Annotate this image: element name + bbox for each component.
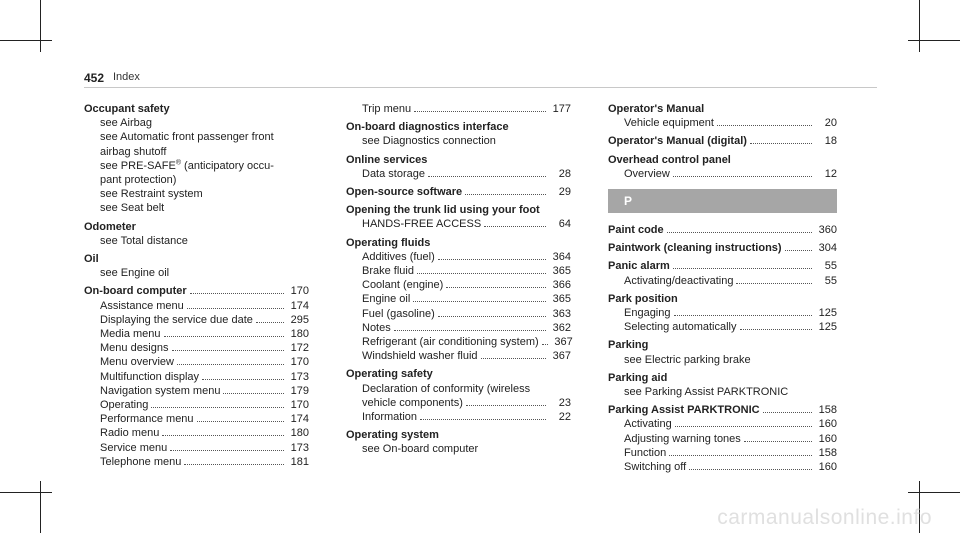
cross-reference[interactable]: see Automatic front passenger front (100, 131, 274, 144)
subentry-label: Notes (362, 321, 391, 334)
page-ref[interactable]: 160 (818, 461, 837, 474)
entry-title: Parking aid (608, 371, 668, 384)
leader-dots (542, 344, 548, 345)
page-ref[interactable]: 12 (824, 167, 837, 180)
page-ref[interactable]: 179 (290, 384, 309, 397)
leader-dots (785, 250, 812, 251)
index-column-3 (608, 102, 837, 474)
page-ref[interactable]: 125 (818, 321, 837, 334)
page-ref[interactable]: 55 (824, 260, 837, 273)
page-ref[interactable]: 170 (290, 399, 309, 412)
leader-dots (170, 450, 284, 451)
page-ref[interactable]: 170 (290, 285, 309, 298)
subentry-label: Trip menu (362, 103, 412, 115)
page-ref[interactable]: 180 (290, 427, 309, 440)
subentry-label: Declaration of conformity (wireless (362, 382, 531, 395)
registered-mark: ® (175, 159, 181, 167)
page-ref[interactable]: 55 (824, 274, 837, 287)
subentry-label: Activating/deactivating (624, 274, 734, 287)
entry-title: Operating system (346, 429, 439, 442)
page-ref[interactable]: 364 (552, 250, 571, 263)
subentry-label: Switching off (624, 461, 687, 474)
page-ref[interactable]: 158 (818, 404, 837, 417)
crop-mark (0, 40, 52, 41)
subentry-label: Coolant (engine) (362, 279, 444, 292)
index-entry (346, 153, 571, 181)
index-column-1 (84, 102, 309, 469)
leader-dots (717, 125, 812, 126)
page-ref[interactable]: 29 (558, 186, 571, 199)
crop-mark (0, 492, 52, 493)
leader-dots (465, 194, 546, 195)
subentry-label: Telephone menu (100, 455, 182, 468)
leader-dots (184, 464, 284, 465)
subentry-label: Navigation system menu (100, 384, 221, 397)
entry-title: Paint code (608, 224, 664, 237)
crop-mark (40, 481, 41, 533)
page-ref[interactable]: 160 (818, 432, 837, 445)
subentry-label: Function (624, 446, 667, 459)
entry-title: Parking Assist PARKTRONIC (608, 404, 760, 417)
entry-title: Opening the trunk lid using your foot (346, 204, 540, 217)
index-entry (84, 284, 309, 469)
leader-dots (438, 316, 546, 317)
cross-reference[interactable]: see Diagnostics connection (362, 135, 496, 148)
page-number: 452 (84, 71, 105, 85)
page-ref[interactable]: 170 (290, 356, 309, 369)
index-entry (346, 203, 571, 231)
leader-dots (744, 441, 812, 442)
subentry-label: Overview (624, 167, 670, 180)
index-entry (346, 120, 571, 148)
subentry-label: Brake fluid (362, 265, 414, 278)
cross-reference[interactable]: see Electric parking brake (624, 353, 751, 366)
subentry-label: Performance menu (100, 413, 194, 426)
entry-title: Parking (608, 339, 649, 352)
subentry-label: Activating (624, 418, 672, 431)
entry-title: Panic alarm (608, 260, 670, 273)
leader-dots (669, 455, 812, 456)
cross-reference-cont[interactable]: airbag shutoff (100, 145, 167, 158)
index-entry (84, 102, 309, 216)
subentry-label: Service menu (100, 441, 168, 454)
leader-dots (256, 322, 284, 323)
entry-title: Open-source software (346, 186, 463, 199)
index-entry (84, 252, 309, 280)
leader-dots (202, 379, 284, 380)
cross-reference[interactable]: see On-board computer (362, 443, 479, 456)
leader-dots (164, 336, 284, 337)
page-ref[interactable]: 363 (552, 307, 571, 320)
leader-dots (674, 315, 813, 316)
section-title: Index (113, 71, 140, 83)
index-entry (608, 153, 837, 181)
page-ref[interactable]: 174 (290, 413, 309, 426)
leader-dots (740, 329, 812, 330)
index-entry (608, 292, 837, 335)
subentry-label-cont: vehicle components) (362, 396, 463, 409)
leader-dots (689, 469, 812, 470)
leader-dots (417, 273, 546, 274)
subentry-label: Operating (100, 399, 149, 412)
subentry-label: Information (362, 411, 418, 424)
presafe-text-cont: (anticipatory occu- (180, 159, 274, 172)
index-entry (608, 259, 837, 287)
entry-title: On-board diagnostics interface (346, 121, 509, 134)
subentry-label: Additives (fuel) (362, 250, 435, 263)
leader-dots (162, 435, 284, 436)
subentry-label: Multifunction display (100, 370, 200, 383)
entry-title: Park position (608, 292, 678, 305)
subentry-label: HANDS-FREE ACCESS (362, 218, 482, 231)
page-ref[interactable]: 20 (824, 117, 837, 130)
index-entry (346, 185, 571, 199)
page-ref[interactable]: 177 (552, 103, 571, 115)
cross-reference[interactable] (100, 159, 274, 173)
page-ref[interactable]: 23 (558, 396, 571, 409)
page-ref[interactable]: 18 (824, 135, 837, 148)
leader-dots (673, 176, 812, 177)
leader-dots (151, 407, 284, 408)
subentry-label: Media menu (100, 328, 161, 341)
subentry-label: Assistance menu (100, 299, 184, 312)
index-entry (84, 220, 309, 248)
entry-title: Operator's Manual (digital) (608, 135, 747, 148)
page-ref[interactable]: 22 (558, 411, 571, 424)
page-ref[interactable]: 173 (290, 441, 309, 454)
leader-dots (446, 287, 546, 288)
page-ref[interactable]: 125 (818, 307, 837, 320)
index-entry (608, 102, 837, 130)
page-ref[interactable]: 365 (552, 293, 571, 306)
leader-dots (736, 283, 812, 284)
leader-dots (484, 226, 546, 227)
page-ref[interactable]: 367 (554, 336, 573, 349)
entry-title: Occupant safety (84, 103, 170, 115)
leader-dots (438, 259, 546, 260)
entry-title: Operator's Manual (608, 103, 705, 115)
crop-mark (908, 40, 960, 41)
entry-title: On-board computer (84, 285, 187, 298)
subentry-label: Menu designs (100, 342, 169, 355)
subentry-label: Menu overview (100, 356, 174, 369)
page-ref[interactable]: 174 (290, 299, 309, 312)
leader-dots (481, 358, 546, 359)
leader-dots (414, 111, 546, 112)
index-entry (608, 134, 837, 148)
entry-title: Paintwork (cleaning instructions) (608, 242, 782, 255)
subentry-label: Displaying the service due date (100, 313, 253, 326)
page-ref[interactable]: 64 (558, 218, 571, 231)
cross-reference[interactable]: see Total distance (100, 234, 188, 247)
subentry-label: Data storage (362, 167, 425, 180)
header-divider (84, 87, 877, 88)
index-entry (346, 428, 571, 456)
entry-title: Operating safety (346, 368, 433, 381)
cross-reference-cont[interactable]: pant protection) (100, 174, 177, 187)
cross-reference[interactable]: see Airbag (100, 117, 152, 130)
leader-dots (466, 405, 546, 406)
cross-reference[interactable]: see Restraint system (100, 188, 203, 201)
leader-dots (197, 421, 284, 422)
leader-dots (750, 143, 812, 144)
watermark: carmanualsonline.info (717, 506, 932, 529)
subentry-label: Selecting automatically (624, 321, 737, 334)
index-entry (608, 371, 837, 399)
page-ref[interactable]: 181 (290, 455, 309, 468)
page-ref[interactable]: 304 (818, 242, 837, 255)
page-ref[interactable]: 173 (290, 370, 309, 383)
presafe-text: see PRE-SAFE (100, 159, 176, 172)
page-ref[interactable]: 295 (290, 313, 309, 326)
crop-mark (919, 0, 920, 52)
subentry-label: Vehicle equipment (624, 117, 714, 130)
index-column-2 (346, 102, 571, 457)
cross-reference[interactable]: see Parking Assist PARKTRONIC (624, 386, 789, 399)
letter-banner: P (608, 189, 837, 213)
index-entry (346, 102, 571, 116)
leader-dots (428, 176, 546, 177)
page-ref[interactable]: 362 (552, 321, 571, 334)
page-ref[interactable]: 158 (818, 446, 837, 459)
page-ref[interactable]: 28 (558, 167, 571, 180)
index-entry (346, 236, 571, 364)
crop-mark (40, 0, 41, 52)
subentry-label: Engaging (624, 307, 671, 320)
subentry-label: Radio menu (100, 427, 160, 440)
page-ref[interactable]: 366 (552, 279, 571, 292)
index-entry (608, 338, 837, 366)
page-ref[interactable]: 172 (290, 342, 309, 355)
index-entry (346, 367, 571, 424)
entry-title: Online services (346, 153, 428, 166)
subentry-label: Fuel (gasoline) (362, 307, 435, 320)
subentry-label: Adjusting warning tones (624, 432, 741, 445)
subentry-label: Engine oil (362, 293, 411, 306)
index-entry (608, 403, 837, 474)
entry-title: Operating fluids (346, 236, 431, 249)
entry-title: Odometer (84, 220, 136, 233)
leader-dots (394, 330, 546, 331)
cross-reference[interactable]: see Seat belt (100, 202, 165, 215)
page-ref[interactable]: 160 (818, 418, 837, 431)
index-entry (608, 223, 837, 237)
leader-dots (673, 268, 812, 269)
leader-dots (763, 412, 812, 413)
leader-dots (223, 393, 284, 394)
page-ref[interactable]: 365 (552, 265, 571, 278)
entry-title: Oil (84, 253, 99, 266)
leader-dots (667, 232, 812, 233)
cross-reference[interactable]: see Engine oil (100, 267, 170, 280)
page-ref[interactable]: 360 (818, 224, 837, 237)
page-ref[interactable]: 180 (290, 328, 309, 341)
subentry-label: Windshield washer fluid (362, 350, 478, 363)
leader-dots (172, 350, 285, 351)
index-entry (608, 241, 837, 255)
leader-dots (413, 301, 546, 302)
subentry-label: Refrigerant (air conditioning system) (362, 336, 539, 349)
crop-mark (908, 492, 960, 493)
entry-title: Overhead control panel (608, 153, 731, 166)
leader-dots (675, 426, 812, 427)
leader-dots (177, 364, 284, 365)
leader-dots (420, 419, 546, 420)
page-ref[interactable]: 367 (552, 350, 571, 363)
leader-dots (190, 293, 284, 294)
leader-dots (187, 308, 284, 309)
